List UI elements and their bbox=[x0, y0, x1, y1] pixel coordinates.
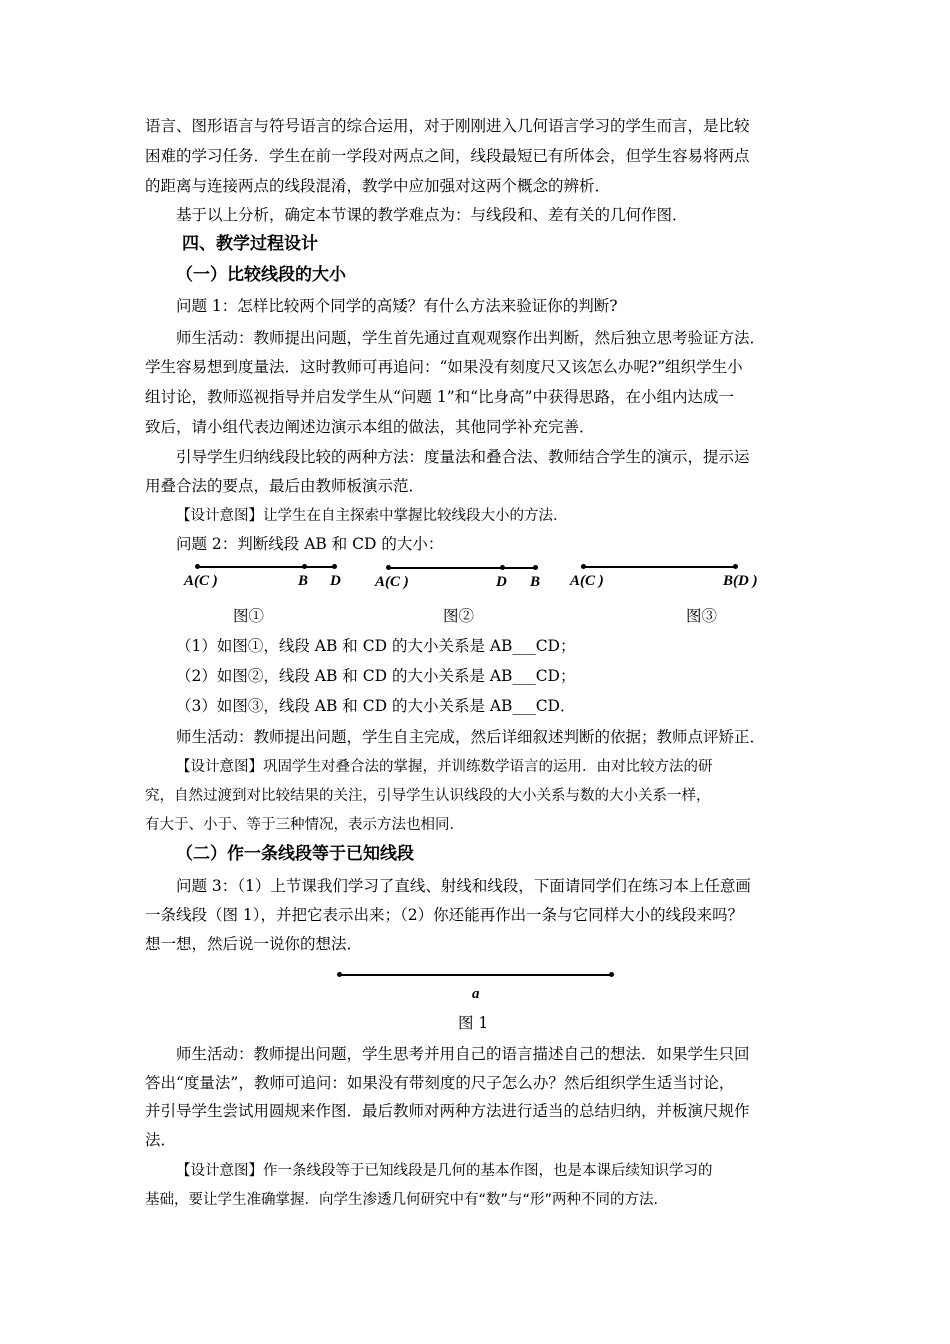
sub-question-1: （1）如图①，线段 AB 和 CD 的大小关系是 AB___CD； bbox=[176, 637, 576, 655]
endpoint-left bbox=[337, 972, 342, 977]
label-a: a bbox=[472, 986, 480, 1002]
point-a bbox=[195, 564, 200, 569]
subsection-heading: （二）作一条线段等于已知线段 bbox=[176, 844, 414, 864]
segment-line bbox=[339, 974, 611, 976]
sub-question-2: （2）如图②，线段 AB 和 CD 的大小关系是 AB___CD； bbox=[176, 667, 576, 685]
paragraph-line: 法． bbox=[145, 1131, 177, 1149]
question-2: 问题 2：判断线段 AB 和 CD 的大小： bbox=[176, 535, 444, 553]
paragraph-line: 并引导学生尝试用圆规来作图．最后教师对两种方法进行适当的总结归纳，并板演尺规作 bbox=[145, 1102, 750, 1120]
sub-question-3: （3）如图③，线段 AB 和 CD 的大小关系是 AB___CD． bbox=[176, 697, 576, 715]
design-intent: 【设计意图】作一条线段等于已知线段是几何的基本作图，也是本课后续知识学习的 bbox=[176, 1163, 713, 1179]
point-d bbox=[332, 564, 337, 569]
paragraph-line: 师生活动：教师提出问题，学生自主完成，然后详细叙述判断的依据；教师点评矫正． bbox=[176, 728, 766, 746]
label-bd: B(D ) bbox=[723, 573, 758, 589]
design-intent: 【设计意图】巩固学生对叠合法的掌握，并训练数学语言的运用．由对比较方法的研 bbox=[176, 759, 713, 775]
paragraph-line: 一条线段（图 1），并把它表示出来；（2）你还能再作出一条与它同样大小的线段来吗？ bbox=[145, 906, 744, 924]
design-intent: 【设计意图】让学生在自主探索中掌握比较线段大小的方法． bbox=[176, 508, 568, 524]
point-b bbox=[733, 564, 738, 569]
design-intent: 究，自然过渡到对比较结果的关注，引导学生认识线段的大小关系与数的大小关系一样， bbox=[145, 788, 711, 804]
label-d: D bbox=[330, 573, 341, 589]
paragraph-line: 组讨论，教师巡视指导并启发学生从“问题 1”和“比身高”中获得思路，在小组内达成一 bbox=[145, 388, 734, 406]
point-a bbox=[581, 564, 586, 569]
subsection-heading: （一）比较线段的大小 bbox=[176, 265, 346, 285]
label-d: D bbox=[496, 574, 507, 590]
question-3: 问题 3：（1）上节课我们学习了直线、射线和线段，下面请同学们在练习本上任意画 bbox=[176, 877, 751, 895]
design-intent: 基础，要让学生准确掌握．向学生渗透几何研究中有“数”与“形”两种不同的方法． bbox=[145, 1192, 669, 1208]
label-ac: A(C ) bbox=[570, 573, 604, 589]
paragraph-line: 致后，请小组代表边阐述边演示本组的做法，其他同学补充完善． bbox=[145, 418, 595, 436]
paragraph-line: 学生容易想到度量法．这时教师可再追问：“如果没有刻度尺又该怎么办呢?”组织学生小 bbox=[145, 358, 743, 376]
label-ac: A(C ) bbox=[184, 573, 218, 589]
label-ac: A(C ) bbox=[375, 574, 409, 590]
endpoint-right bbox=[609, 972, 614, 977]
question-1: 问题 1：怎样比较两个同学的高矮？有什么方法来验证你的判断? bbox=[176, 297, 618, 315]
segment-line bbox=[388, 567, 535, 569]
segment-line bbox=[583, 566, 735, 568]
paragraph-line: 答出“度量法”，教师可追问：如果没有带刻度的尺子怎么办？然后组织学生适当讨论， bbox=[145, 1074, 735, 1092]
point-d bbox=[500, 565, 505, 570]
paragraph-line: 语言、图形语言与符号语言的综合运用，对于刚刚进入几何语言学习的学生而言，是比较 bbox=[145, 117, 750, 135]
paragraph-line: 的距离与连接两点的线段混淆，教学中应加强对这两个概念的辨析． bbox=[145, 177, 611, 195]
paragraph-line: 想一想，然后说一说你的想法． bbox=[145, 935, 363, 953]
design-intent: 有大于、小于、等于三种情况，表示方法也相同． bbox=[145, 817, 464, 833]
section-heading: 四、教学过程设计 bbox=[182, 234, 318, 254]
point-b bbox=[302, 564, 307, 569]
paragraph-line: 师生活动：教师提出问题，学生思考并用自己的语言描述自己的想法．如果学生只回 bbox=[176, 1045, 750, 1063]
segment-line bbox=[197, 566, 334, 568]
figure-caption: 图③ bbox=[686, 607, 718, 625]
label-b: B bbox=[298, 573, 309, 589]
paragraph-line: 困难的学习任务．学生在前一学段对两点之间，线段最短已有所体会，但学生容易将两点 bbox=[145, 147, 750, 165]
paragraph-line: 引导学生归纳线段比较的两种方法：度量法和叠合法、教师结合学生的演示，提示运 bbox=[176, 448, 750, 466]
point-b bbox=[533, 565, 538, 570]
point-a bbox=[386, 565, 391, 570]
paragraph-line: 用叠合法的要点，最后由教师板演示范． bbox=[145, 477, 425, 495]
paragraph-line: 师生活动：教师提出问题，学生首先通过直观观察作出判断，然后独立思考验证方法． bbox=[176, 329, 766, 347]
figure-caption: 图 1 bbox=[458, 1014, 489, 1032]
label-b: B bbox=[530, 574, 541, 590]
figure-caption: 图① bbox=[233, 607, 265, 625]
figure-caption: 图② bbox=[443, 607, 475, 625]
paragraph-line: 基于以上分析，确定本节课的教学难点为：与线段和、差有关的几何作图． bbox=[176, 206, 688, 224]
